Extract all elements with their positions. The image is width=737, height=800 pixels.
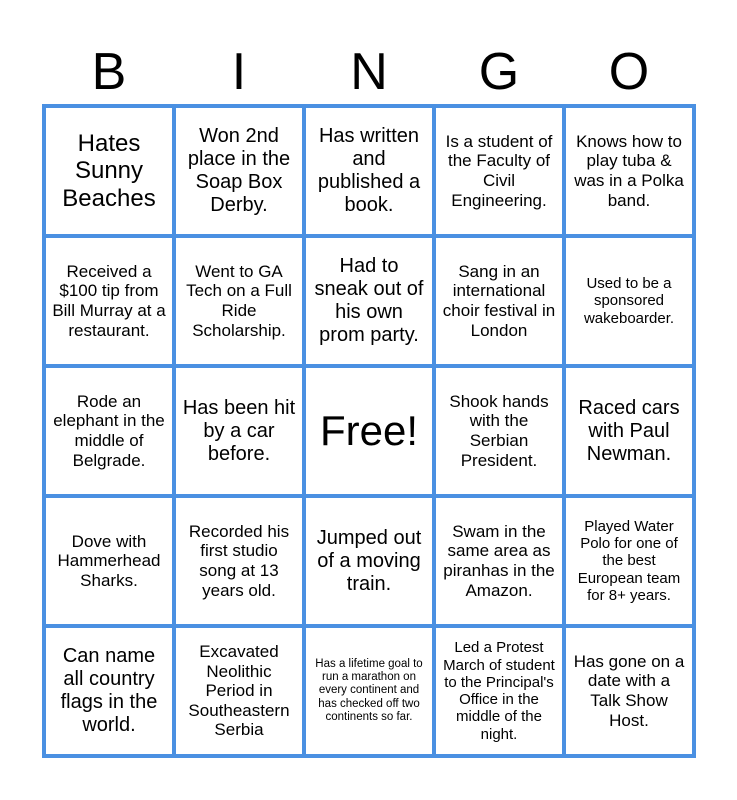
cell-text: Went to GA Tech on a Full Ride Scholarship. [186,261,292,340]
cell-text: Is a student of the Faculty of Civil Engineering. [445,131,553,210]
bingo-cell[interactable] [304,106,434,236]
cell-text: Has been hit by a car before. [182,396,296,465]
cell-text: Rode an elephant in the middle of Belgrade. [53,391,165,470]
header-letter-o: O [608,43,650,101]
free-space-cell[interactable] [304,366,434,496]
bingo-cell[interactable] [44,236,174,366]
bingo-cell[interactable] [434,626,564,756]
bingo-header [44,40,694,104]
cell-text: Won 2nd place in the Soap Box Derby. [187,125,291,216]
cell-text: Had to sneak out of his own prom party. [314,255,424,346]
bingo-cell[interactable] [304,236,434,366]
bingo-cell[interactable] [44,626,174,756]
bingo-cell[interactable] [44,496,174,626]
bingo-cell[interactable] [564,106,694,236]
cell-text: Played Water Polo for one of the best European team for 8+ years. [577,517,681,604]
cell-text: Used to be a sponsored wakeboarder. [583,275,675,327]
cell-text: Sang in an international choir festival in London [442,261,556,340]
cell-text: Can name all country flags in the world. [60,645,158,736]
bingo-cell[interactable] [174,366,304,496]
header-letter-n: N [350,43,388,101]
bingo-cell[interactable] [564,366,694,496]
cell-text: Has written and published a book. [317,125,421,216]
cell-text: Excavated Neolithic Period in Southeastern Serbia [188,642,290,740]
bingo-cell[interactable] [564,236,694,366]
header-letter-g: G [478,43,520,101]
cell-text: Knows how to play tuba & was in a Polka band. [574,131,684,210]
bingo-cell[interactable] [434,236,564,366]
cell-text: Shook hands with the Serbian President. [449,391,549,470]
header-letter-b: B [91,43,127,101]
cell-text: Received a $100 tip from Bill Murray at a restaurant. [52,261,166,340]
bingo-cell[interactable] [44,106,174,236]
cell-text: Recorded his first studio song at 13 years old. [188,521,290,600]
cell-text: Jumped out of a moving train. [316,526,422,595]
bingo-cell[interactable] [434,496,564,626]
bingo-cell[interactable] [174,106,304,236]
bingo-cell[interactable] [434,106,564,236]
bingo-cell[interactable] [564,496,694,626]
cell-text: Has gone on a date with a Talk Show Host. [573,651,685,730]
bingo-cell[interactable] [304,496,434,626]
cell-text: Dove with Hammerhead Sharks. [57,531,161,590]
bingo-cell[interactable] [44,366,174,496]
bingo-cell[interactable] [174,626,304,756]
bingo-cell[interactable] [304,626,434,756]
cell-text: Has a lifetime goal to run a marathon on every continent and has checked off two continents so far. [315,657,423,723]
bingo-cell[interactable] [434,366,564,496]
bingo-board [42,104,696,758]
bingo-cell[interactable] [174,496,304,626]
cell-text: Swam in the same area as piranhas in the Amazon. [443,521,555,600]
header-letter-i: I [231,43,247,101]
bingo-cell[interactable] [174,236,304,366]
cell-text: Hates Sunny Beaches [62,129,156,212]
bingo-cell[interactable] [564,626,694,756]
cell-text: Led a Protest March of student to the Principal's Office in the middle of the night. [443,639,555,743]
free-space-text: Free! [319,406,419,454]
cell-text: Raced cars with Paul Newman. [578,396,680,465]
